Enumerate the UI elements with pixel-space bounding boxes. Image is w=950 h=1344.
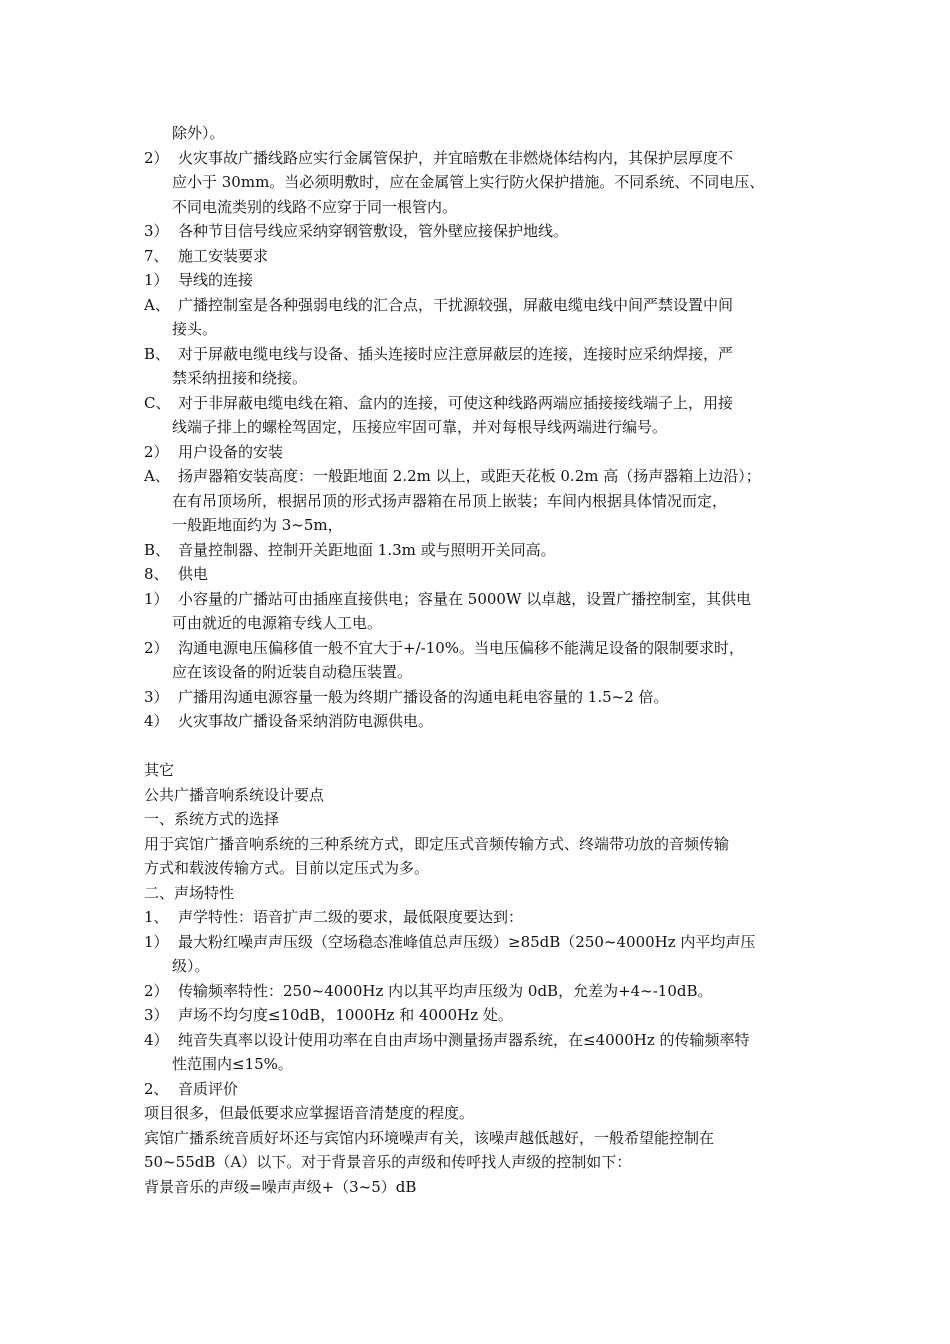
list-item-line: 线端子排上的螺栓驾固定，压接应牢固可靠，并对每根导线两端进行编号。: [172, 418, 668, 436]
subsection-title-2: 二、声场特性: [144, 883, 235, 902]
list-item-label: 2、: [144, 1079, 169, 1098]
list-item-label: 2）: [144, 148, 169, 167]
paragraph-line: 宾馆广播系统音质好坏还与宾馆内环境噪声有关，该噪声越低越好，一般希望能控制在: [144, 1128, 715, 1147]
list-item-label: C、: [144, 393, 171, 412]
list-item-label: 2）: [144, 981, 169, 1000]
list-item-text: [172, 538, 824, 563]
paragraph-line: 背景音乐的声级=噪声声级+（3~5）dB: [144, 1177, 417, 1196]
list-item-label: 8、: [144, 565, 169, 583]
section-title: 公共广播音响系统设计要点: [144, 785, 325, 804]
list-item-line: 火灾事故广播线路应实行金属管保护，并宜暗敷在非燃烧体结构内，其保护层厚度不: [178, 148, 734, 167]
list-item-line: 纯音失真率以设计使用功率在自由声场中测量扬声器系统，在≤4000Hz 的传输频率特: [178, 1030, 750, 1049]
list-item-line: 供电: [178, 565, 209, 583]
list-item-text: [172, 342, 824, 391]
list-item-line: 声场不均匀度≤10dB，1000Hz 和 4000Hz 处。: [178, 1006, 513, 1024]
list-item-label: 4）: [144, 712, 169, 730]
list-item-label: B、: [144, 344, 171, 363]
list-item-label: A、: [144, 295, 170, 314]
list-item: [144, 587, 824, 636]
list-item-label: 3）: [144, 687, 169, 706]
list-item: [144, 930, 824, 979]
list-item-text: [172, 709, 824, 734]
list-item: [144, 979, 824, 1004]
list-item-line: 不同电流类别的线路不应穿于同一根管内。: [172, 197, 458, 216]
list-item: [144, 905, 824, 930]
list-item-label: 1）: [144, 271, 169, 289]
list-item-label: 3）: [144, 222, 169, 240]
list-item-line: 广播用沟通电源容量一般为终期广播设备的沟通电耗电容量的 1.5~2 倍。: [178, 687, 669, 706]
list-item: [144, 146, 824, 220]
list-item: [144, 1028, 824, 1077]
list-item-label: 4）: [144, 1030, 169, 1049]
document-body: [144, 121, 824, 1199]
list-item-text: [172, 268, 824, 293]
list-item-line: 禁采纳扭接和绕接。: [172, 369, 308, 387]
list-item-line: 最大粉红噪声声压级（空场稳态准峰值总声压级）≥85dB（250~4000Hz 内平均声压: [178, 932, 756, 951]
list-item-text: [172, 464, 824, 538]
paragraph-line: 用于宾馆广播音响系统的三种系统方式，即定压式音频传输方式、终端带功放的音频传输: [144, 834, 730, 853]
list-item: [144, 342, 824, 391]
list-item-line: 导线的连接: [178, 271, 254, 289]
list-item-text: [172, 685, 824, 710]
list-item: [144, 293, 824, 342]
list-item-line: 对于屏蔽电缆电线与设备、插头连接时应注意屏蔽层的连接，连接时应采纳焊接，严: [178, 344, 734, 363]
construction-requirements-list: [144, 146, 824, 734]
list-item: [144, 219, 824, 244]
list-item-text: [172, 1077, 824, 1102]
list-item: [144, 1077, 824, 1102]
other-heading: 其它: [144, 761, 175, 779]
list-item-text: [172, 979, 824, 1004]
list-item: [144, 1003, 824, 1028]
subsection-title-1: 一、系统方式的选择: [144, 810, 280, 828]
list-item-text: [172, 440, 824, 465]
list-item-text: [172, 219, 824, 244]
list-item-line: 性范围内≤15%。: [172, 1055, 293, 1073]
list-item-text: [172, 636, 824, 685]
list-item: [144, 538, 824, 563]
list-item-text: [172, 905, 824, 930]
list-item-label: 3）: [144, 1006, 169, 1024]
list-item-label: 2）: [144, 638, 169, 657]
list-item-text: [172, 293, 824, 342]
list-item: [144, 391, 824, 440]
list-item-line: 音质评价: [178, 1079, 239, 1098]
list-item-label: 7、: [144, 246, 169, 265]
list-item-text: [172, 244, 824, 269]
list-item-line: 火灾事故广播设备采纳消防电源供电。: [178, 712, 434, 730]
list-item-line: 在有吊顶场所，根据吊顶的形式扬声器箱在吊顶上嵌装；车间内根据具体情况而定，: [172, 491, 728, 510]
list-item: [144, 562, 824, 587]
list-item-text: [172, 146, 824, 220]
list-item-line: 施工安装要求: [178, 246, 269, 265]
list-item-label: B、: [144, 540, 171, 559]
list-item-line: 扬声器箱安装高度：一般距地面 2.2m 以上，或距天花板 0.2m 高（扬声器箱上边沿）；: [178, 467, 761, 485]
list-item-line: 接头。: [172, 320, 218, 338]
list-item-line: 可由就近的电源箱专线人工电。: [172, 614, 383, 632]
list-item-text: [172, 930, 824, 979]
list-item-line: 用户设备的安装: [178, 442, 284, 461]
list-item-text: [172, 1028, 824, 1077]
list-item-text: [172, 562, 824, 587]
list-item-label: 1）: [144, 932, 169, 951]
list-item-line: 音量控制器、控制开关距地面 1.3m 或与照明开关同高。: [178, 540, 556, 559]
list-item-label: 2）: [144, 442, 169, 461]
list-item-label: 1）: [144, 589, 169, 608]
list-item-text: [172, 1003, 824, 1028]
list-item-text: [172, 391, 824, 440]
list-item-line: 一般距地面约为 3~5m，: [172, 516, 343, 534]
list-item-line: 对于非屏蔽电缆电线在箱、盒内的连接，可使这种线路两端应插接接线端子上，用接: [178, 393, 734, 412]
list-item: [144, 244, 824, 269]
list-item-label: 1、: [144, 908, 169, 926]
paragraph-line: 方式和载波传输方式。目前以定压式为多。: [144, 859, 430, 877]
list-item: [144, 464, 824, 538]
list-item: [144, 636, 824, 685]
list-item: [144, 709, 824, 734]
list-item-line: 应在该设备的附近装自动稳压装置。: [172, 663, 413, 681]
blank-line: [144, 734, 824, 759]
continuation-line: 除外）。: [172, 124, 225, 142]
list-item-line: 各种节目信号线应采纳穿钢管敷设，管外壁应接保护地线。: [178, 222, 569, 240]
list-item-line: 小容量的广播站可由插座直接供电；容量在 5000W 以卓越，设置广播控制室，其供电: [178, 589, 752, 608]
list-item-line: 级）。: [172, 957, 210, 975]
list-item-line: 应小于 30mm。当必须明敷时，应在金属管上实行防火保护措施。不同系统、不同电压、: [172, 173, 765, 191]
list-item-line: 声学特性：语音扩声二级的要求，最低限度要达到：: [178, 908, 524, 926]
list-item: [144, 268, 824, 293]
list-item-line: 广播控制室是各种强弱电线的汇合点，干扰源较强，屏蔽电缆电线中间严禁设置中间: [178, 295, 734, 314]
paragraph-line: 项目很多，但最低要求应掌握语音清楚度的程度。: [144, 1104, 475, 1122]
paragraph-line: 50~55dB（A）以下。对于背景音乐的声级和传呼找人声级的控制如下：: [144, 1153, 632, 1171]
list-item-line: 传输频率特性：250~4000Hz 内以其平均声压级为 0dB，允差为+4~-10dB。: [178, 981, 713, 1000]
list-item: [144, 685, 824, 710]
list-item-text: [172, 587, 824, 636]
sound-field-list: [144, 905, 824, 1101]
list-item-label: A、: [144, 467, 170, 485]
list-item: [144, 440, 824, 465]
list-item-line: 沟通电源电压偏移值一般不宜大于+/-10%。当电压偏移不能满足设备的限制要求时，: [178, 638, 745, 657]
